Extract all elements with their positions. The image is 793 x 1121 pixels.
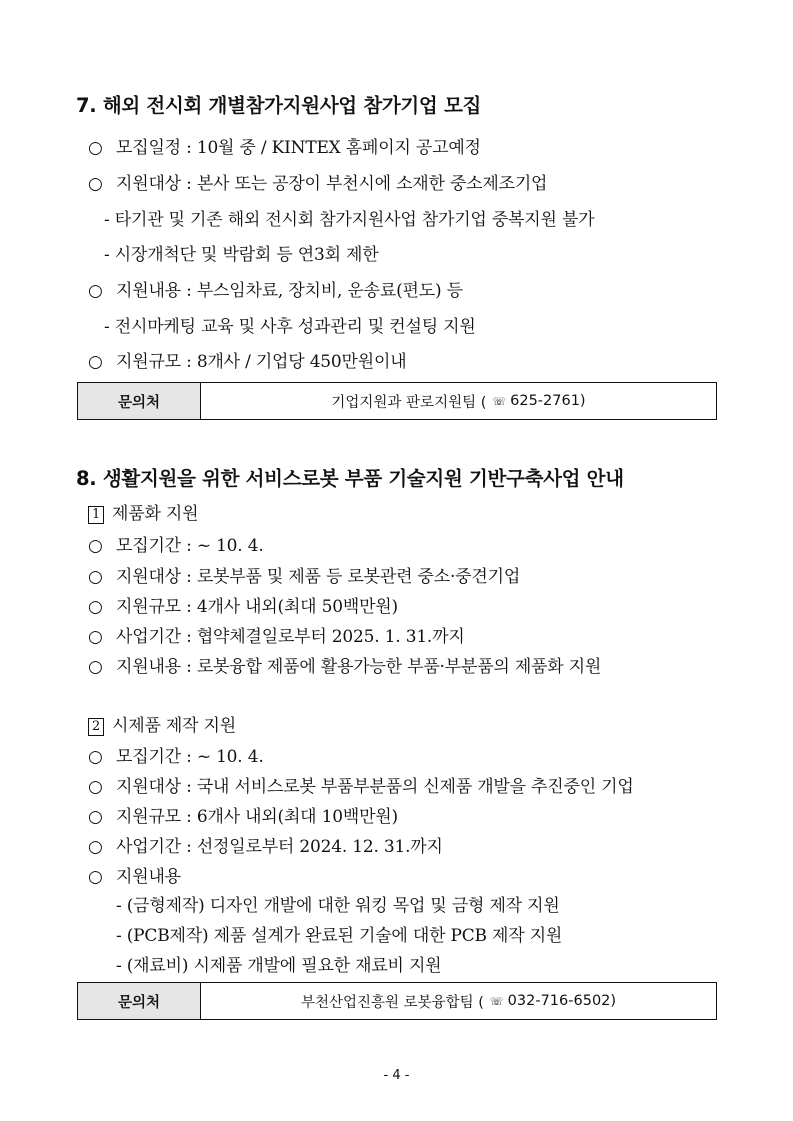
circle-bullet-icon: ○ — [88, 627, 103, 647]
circle-bullet-icon: ○ — [88, 837, 103, 857]
contact-phone: 625-2761) — [510, 393, 586, 409]
circle-bullet-icon: ○ — [88, 138, 103, 158]
list-item: ○ 지원규모 : 6개사 내외(최대 10백만원) — [88, 807, 398, 827]
list-item: ○ 지원내용 : 로봇융합 제품에 활용가능한 부품·부분품의 제품화 지원 — [88, 657, 602, 677]
sub-item: - (금형제작) 디자인 개발에 대한 워킹 목업 및 금형 제작 지원 — [116, 896, 560, 916]
contact-phone: 032-716-6502) — [507, 993, 617, 1009]
list-item: ○ 사업기간 : 협약체결일로부터 2025. 1. 31.까지 — [88, 627, 465, 647]
support-content: 지원내용 : 부스임차료, 장치비, 운송료(편도) 등 — [116, 281, 463, 301]
contact-label: 문의처 — [78, 983, 201, 1019]
support-target: 지원대상 : 본사 또는 공장이 부천시에 소재한 중소제조기업 — [116, 174, 548, 194]
circle-bullet-icon: ○ — [88, 747, 103, 767]
contact-value: 기업지원과 판로지원팀 ( ☏ 625-2761) — [331, 393, 586, 411]
contact-value: 부천산업진흥원 로봇융합팀 ( ☏ 032-716-6502) — [300, 993, 617, 1011]
sub-item: - 전시마케팅 교육 및 사후 성과관리 및 컨설팅 지원 — [104, 317, 476, 337]
contact-box — [77, 982, 717, 1020]
circle-bullet-icon: ○ — [88, 281, 103, 301]
phone-icon: ☏ — [489, 994, 504, 1008]
list-item: ○ 모집기간 : ~ 10. 4. — [88, 536, 264, 556]
list-item — [88, 133, 481, 158]
list-item: ○ 지원대상 : 로봇부품 및 제품 등 로봇관련 중소·중견기업 — [88, 567, 521, 587]
page-number: - 4 - — [383, 1068, 410, 1083]
section-7-title: 7. 해외 전시회 개별참가지원사업 참가기업 모집 — [76, 94, 482, 117]
support-scale: 지원규모 : 8개사 / 기업당 450만원이내 — [116, 352, 407, 372]
boxed-number: 1 — [88, 506, 104, 524]
phone-icon: ☏ — [492, 394, 507, 408]
contact-box — [77, 382, 717, 420]
recruit-schedule: 모집일정 : 10월 중 / KINTEX 홈페이지 공고예정 — [116, 138, 481, 158]
list-item: ○ 지원규모 : 4개사 내외(최대 50백만원) — [88, 597, 398, 617]
sub-item: - (PCB제작) 제품 설계가 완료된 기술에 대한 PCB 제작 지원 — [116, 926, 563, 946]
circle-bullet-icon: ○ — [88, 174, 103, 194]
list-item: ○ 사업기간 : 선정일로부터 2024. 12. 31.까지 — [88, 837, 443, 857]
circle-bullet-icon: ○ — [88, 597, 103, 617]
boxed-number: 2 — [88, 718, 104, 736]
list-item: ○ 지원대상 : 국내 서비스로봇 부품부분품의 신제품 개발을 추진중인 기업 — [88, 777, 634, 797]
sub-item: - 시장개척단 및 박람회 등 연3회 제한 — [104, 245, 379, 265]
circle-bullet-icon: ○ — [88, 807, 103, 827]
circle-bullet-icon: ○ — [88, 867, 103, 887]
list-item: ○ 지원내용 — [88, 867, 181, 887]
circle-bullet-icon: ○ — [88, 352, 103, 372]
circle-bullet-icon: ○ — [88, 657, 103, 677]
list-item — [88, 276, 463, 301]
circle-bullet-icon: ○ — [88, 567, 103, 587]
circle-bullet-icon: ○ — [88, 536, 103, 556]
part-2-heading: 2 시제품 제작 지원 — [88, 711, 236, 736]
list-item — [88, 347, 406, 372]
sub-item: - 타기관 및 기존 해외 전시회 참가지원사업 참가기업 중복지원 불가 — [104, 210, 595, 230]
part-1-heading: 1 제품화 지원 — [88, 499, 198, 524]
section-8-title: 8. 생활지원을 위한 서비스로봇 부품 기술지원 기반구축사업 안내 — [76, 467, 624, 490]
sub-item: - (재료비) 시제품 개발에 필요한 재료비 지원 — [116, 956, 442, 976]
list-item — [88, 169, 547, 194]
circle-bullet-icon: ○ — [88, 777, 103, 797]
contact-label: 문의처 — [78, 383, 201, 419]
list-item: ○ 모집기간 : ~ 10. 4. — [88, 747, 264, 767]
